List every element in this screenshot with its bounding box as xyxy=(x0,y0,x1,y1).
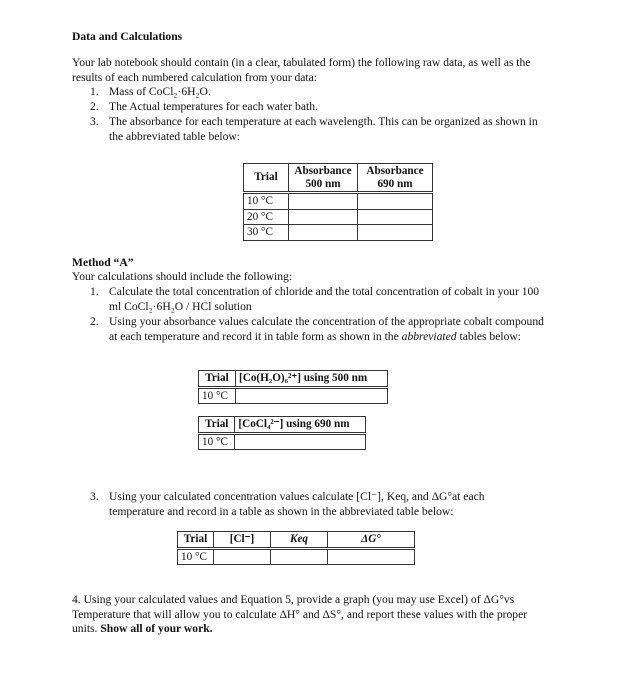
table-row: 10 °C xyxy=(199,387,236,404)
item-number: 3. xyxy=(90,490,99,503)
method-intro: Your calculations should include the following: xyxy=(72,270,293,283)
item-4-paragraph xyxy=(72,593,542,637)
item-text: The Actual temperatures for each water bath. xyxy=(109,100,318,113)
item-number: 1. xyxy=(90,85,99,98)
item-number: 3. xyxy=(90,115,99,128)
absorbance-table xyxy=(243,163,433,241)
header-concentration: [CoCl₄²⁻] using 690 nm xyxy=(235,417,366,434)
header-abs-690: Absorbance 690 nm xyxy=(358,164,433,193)
table-row: 30 °C xyxy=(244,225,289,241)
header-trial: Trial xyxy=(199,417,235,434)
table-row: 10 °C xyxy=(199,433,235,450)
header-abs-500: Absorbance 500 nm xyxy=(289,164,358,193)
table-row: 10 °C xyxy=(244,193,289,210)
item-text: Using your calculated concentration values calculate [Cl⁻], Keq, and ΔG°at each temperature and record in a table as shown in the abbreviated table below: xyxy=(109,490,485,518)
item-number: 2. xyxy=(90,315,99,328)
item-text: Calculate the total concentration of chloride and the total concentration of cobalt in your 100 ml CoCl₂·6H₂O / HCl solution xyxy=(109,285,540,313)
item-number: 1. xyxy=(90,285,99,298)
item-4-bold: Show all of your work. xyxy=(100,622,213,636)
item-number: 2. xyxy=(90,100,99,113)
equilibrium-table xyxy=(177,531,415,565)
table-row: 10 °C xyxy=(178,548,214,565)
item-4-text: 4. Using your calculated values and Equation 5, provide a graph (you may use Excel) of ΔG°vs Temperature that will allow you to calculate ΔH° and ΔS°, and report these values with the proper units. xyxy=(72,593,528,636)
table-row: 20 °C xyxy=(244,209,289,225)
header-keq: Keq xyxy=(271,532,328,549)
header-trial: Trial xyxy=(244,164,289,193)
header-concentration: [Co(H₂O)₆²⁺] using 500 nm xyxy=(236,371,388,388)
item-text: Mass of CoCl₂·6H₂O. xyxy=(109,85,211,98)
text-emphasis: abbreviated xyxy=(401,329,457,343)
text-part: tables below: xyxy=(456,329,521,343)
method-title: Method “A” xyxy=(72,256,134,269)
intro-paragraph: Your lab notebook should contain (in a clear, tabulated form) the following raw data, as well as the results of each numbered calculation from your data: xyxy=(72,56,531,84)
cobalt-aqua-table xyxy=(198,370,388,404)
item-text: The absorbance for each temperature at each wavelength. This can be organized as shown in the abbreviated table below: xyxy=(109,115,538,143)
text-part: Using your absorbance values calculate the concentration of the appropriate cobalt compound at each temperature and record it in table form as shown in the xyxy=(109,315,544,343)
header-trial: Trial xyxy=(199,371,236,388)
header-delta-g: ΔG° xyxy=(328,532,415,549)
header-trial: Trial xyxy=(178,532,214,549)
item-text xyxy=(109,315,544,344)
section-title: Data and Calculations xyxy=(72,30,183,43)
header-chloride: [Cl⁻] xyxy=(214,532,271,549)
cobalt-chloride-table xyxy=(198,416,366,450)
